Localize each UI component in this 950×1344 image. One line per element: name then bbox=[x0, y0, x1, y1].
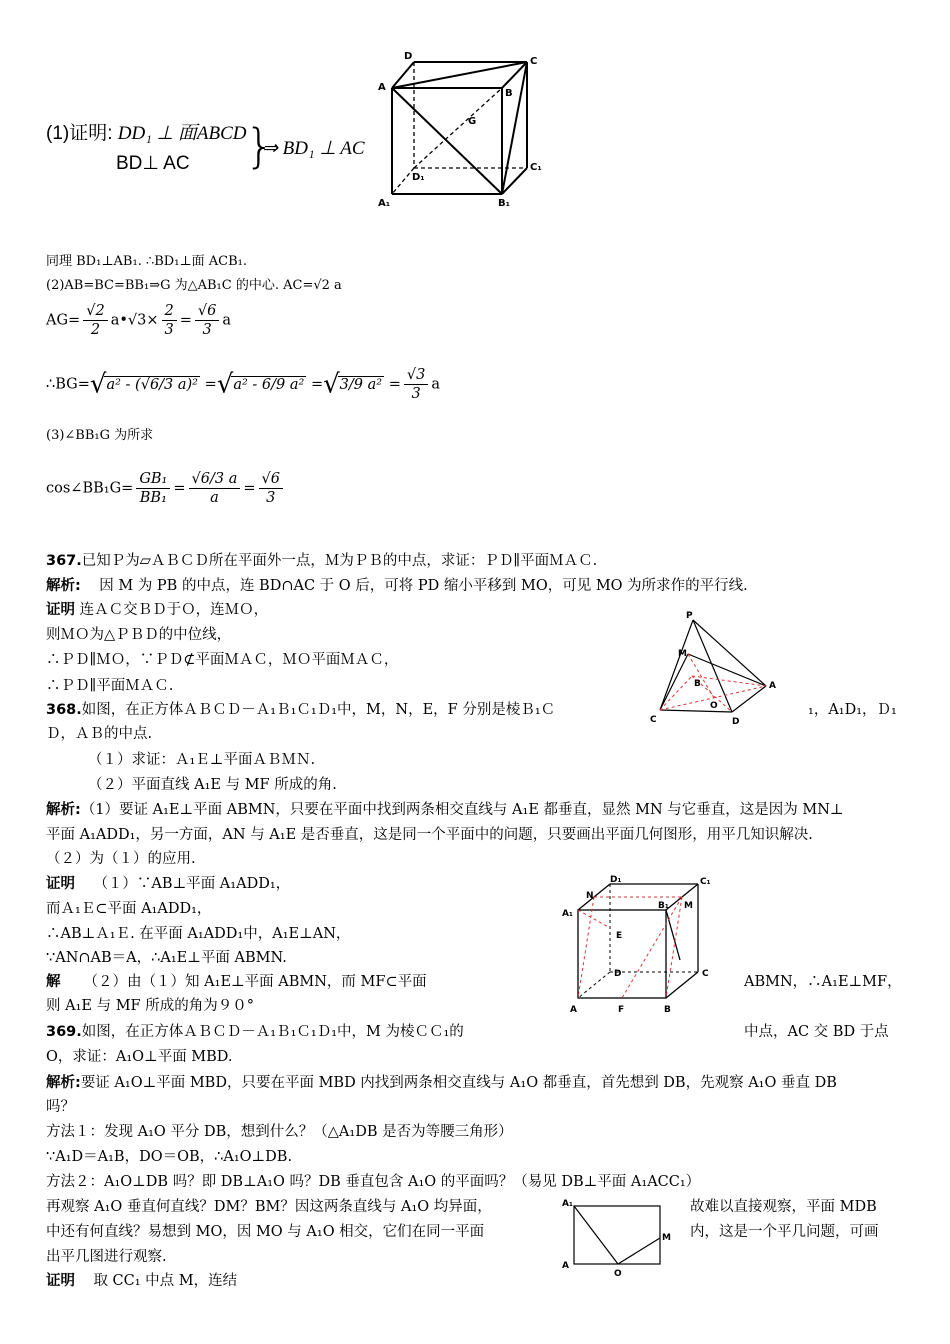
proof-result: ⇒ BD₁ ⊥ AC bbox=[262, 138, 365, 159]
problem-369 bbox=[46, 1022, 464, 1042]
label-C: C bbox=[530, 56, 538, 67]
ag-frac2-den: 3 bbox=[164, 322, 174, 338]
p367-num: 367. bbox=[46, 553, 82, 569]
label-D: D bbox=[404, 51, 413, 62]
ag-frac2-num: 2 bbox=[162, 302, 177, 321]
rect-label-A: A bbox=[562, 1261, 569, 1271]
label-D1: D₁ bbox=[412, 172, 425, 183]
p369-jx1: 要证 A₁O⊥平面 MBD，只要在平面 MBD 内找到两条相交直线与 A₁O 都垂直，首先想到 DB，先观察 A₁O 垂直 DB bbox=[80, 1075, 837, 1091]
bg-label: ∴BG= bbox=[46, 376, 90, 393]
ag-frac3 bbox=[195, 302, 219, 339]
c2-label-B: B bbox=[664, 1005, 671, 1015]
ag-frac1 bbox=[83, 302, 107, 339]
cube-figure-2 bbox=[560, 872, 730, 1022]
p369-text-2: O，求证：A₁O⊥平面 MBD. bbox=[46, 1049, 233, 1065]
ag-a: a bbox=[222, 312, 232, 329]
c2-label-F: F bbox=[618, 1005, 625, 1015]
cos-frac2-den: a bbox=[210, 490, 219, 506]
line-bg: ∴BG=√a² - (√6/3 a)² =√a² - 6/9 a² =√3/9 a² = $\frac{√3}{3}$ a bbox=[46, 367, 440, 402]
bg-rad3: 3/9 a² bbox=[339, 376, 383, 393]
cube-figure-1 bbox=[372, 48, 552, 210]
ag-mid: a•√3× bbox=[110, 312, 159, 329]
p368-zm-label: 证明 bbox=[46, 876, 75, 892]
p368-q2: （２）平面直线 A₁E 与 MF 所成的角. bbox=[88, 777, 337, 793]
bg-a: a bbox=[431, 376, 440, 393]
pyr-label-B: B bbox=[694, 679, 701, 689]
p367-jx-label: 解析: bbox=[46, 578, 81, 594]
p369-jx-label: 解析: bbox=[46, 1075, 81, 1091]
p367-analysis bbox=[46, 576, 748, 596]
p367-proof3: ∴ＰＤ∥ＭＯ，∵ＰＤ⊄平面ＭＡＣ，ＭＯ平面ＭＡＣ， bbox=[46, 652, 399, 668]
proof-line2: BD⊥ AC bbox=[116, 153, 190, 174]
bg-eq2: = bbox=[310, 376, 324, 393]
c2-label-C1: C₁ bbox=[700, 877, 711, 887]
label-B: B bbox=[505, 88, 513, 99]
line-part3: (3)∠BB₁G 为所求 bbox=[46, 428, 154, 443]
bg-eq3: = bbox=[388, 376, 401, 393]
p368-jx1: （1）要证 A₁E⊥平面 ABMN，只要在平面中找到两条相交直线与 A₁E 都垂直，显然 MN 与它垂直，这是因为 MN⊥ bbox=[80, 802, 844, 818]
p368-solution2: 则 A₁E 与 MF 所成的角为９０° bbox=[46, 998, 254, 1014]
proof-part1 bbox=[46, 118, 247, 145]
ag-eq: = bbox=[179, 312, 192, 329]
label-A1: A₁ bbox=[378, 198, 391, 209]
pyr-label-O: O bbox=[710, 701, 718, 711]
cos-eq2: = bbox=[243, 480, 256, 497]
line-part2: (2)AB=BC=BB₁⇒G 为△AB₁C 的中心. AC=√2 a bbox=[46, 278, 342, 293]
p369-method4: 中还有何直线？易想到 MO，因 MO 与 A₁O 相交，它们在同一平面 bbox=[46, 1224, 485, 1240]
c2-label-N: N bbox=[586, 891, 594, 901]
p369-text-right: 中点，AC 交 BD 于点 bbox=[744, 1024, 889, 1040]
cos-frac1-den: BB₁ bbox=[139, 490, 167, 506]
ag-frac1-den: 2 bbox=[90, 322, 101, 338]
p369-method1: 方法１：发现 A₁O 平分 DB，想到什么？（△A₁DB 是否为等腰三角形） bbox=[46, 1124, 513, 1140]
p367-text: 已知Ｐ为▱ＡＢＣＤ所在平面外一点，Ｍ为ＰＢ的中点，求证：ＰＤ∥平面ＭＡＣ. bbox=[81, 553, 598, 569]
label-B1: B₁ bbox=[498, 198, 511, 209]
bg-rad2: a² - 6/9 a² bbox=[233, 376, 305, 393]
c2-label-A1: A₁ bbox=[562, 909, 573, 919]
cos-label: cos∠BB₁G= bbox=[46, 480, 134, 497]
rect-label-O: O bbox=[614, 1269, 622, 1279]
c2-label-D1: D₁ bbox=[610, 875, 622, 885]
p368-solution1 bbox=[46, 972, 427, 992]
pyr-label-D: D bbox=[732, 717, 740, 727]
pyr-label-C: C bbox=[650, 715, 657, 725]
p368-solution1-right: ABMN，∴A₁E⊥MF， bbox=[744, 974, 902, 990]
bg-frac bbox=[404, 366, 428, 403]
ag-frac3-num: √6 bbox=[195, 302, 219, 321]
cos-eq1: = bbox=[173, 480, 186, 497]
p368-text: 如图，在正方体ＡＢＣＤ－Ａ₁Ｂ₁Ｃ₁Ｄ₁中，M，N，E，F 分别是棱Ｂ₁Ｃ bbox=[81, 702, 556, 718]
ag-label: AG= bbox=[46, 312, 81, 329]
p368-jie-label: 解 bbox=[46, 974, 61, 990]
cos-frac1-num: GB₁ bbox=[136, 470, 170, 489]
c2-label-M: M bbox=[684, 901, 693, 911]
p368-text-right: ₁，A₁D₁，Ｄ₁ bbox=[808, 702, 897, 718]
rectangle-figure bbox=[562, 1194, 682, 1280]
problem-368 bbox=[46, 700, 555, 720]
p369-method1b: ∵A₁D＝A₁B，DO＝OB，∴A₁O⊥DB. bbox=[46, 1149, 293, 1165]
p367-proof1 bbox=[46, 600, 268, 620]
p368-proof2: 而Ａ₁Ｅ⊂平面 A₁ADD₁， bbox=[46, 901, 212, 917]
p368-j1: （２）由（１）知 A₁E⊥平面 ABMN，而 MF⊂平面 bbox=[83, 974, 427, 990]
p367-proof4: ∴ＰＤ∥平面ＭＡＣ. bbox=[46, 678, 174, 694]
p369-z: 取 CC₁ 中点 M，连结 bbox=[93, 1273, 238, 1289]
cos-frac2-num: √6/3 a bbox=[189, 470, 241, 489]
pyr-label-A: A bbox=[769, 681, 776, 691]
problem-367 bbox=[46, 551, 597, 571]
pyr-label-P: P bbox=[686, 611, 693, 621]
cos-frac2 bbox=[189, 470, 241, 507]
brace-symbol: } bbox=[245, 119, 275, 173]
line-tongli: 同理 BD₁⊥AB₁. ∴BD₁⊥面 ACB₁. bbox=[46, 254, 248, 269]
p369-num: 369. bbox=[46, 1024, 82, 1040]
p367-z1: 连ＡＣ交ＢＤ于Ｏ，连ＭＯ， bbox=[79, 602, 269, 618]
rect-label-M: M bbox=[662, 1233, 671, 1243]
cos-frac3 bbox=[259, 470, 283, 507]
cos-frac3-den: 3 bbox=[266, 490, 276, 506]
bg-eq1: = bbox=[204, 376, 217, 393]
pyr-label-M: M bbox=[678, 649, 687, 659]
p369-method3-right: 故难以直接观察，平面 MDB bbox=[690, 1199, 877, 1215]
c2-label-B1: B₁ bbox=[658, 901, 669, 911]
line-cos bbox=[46, 470, 286, 507]
p368-proof1 bbox=[46, 874, 290, 894]
c2-label-C: C bbox=[702, 969, 709, 979]
p368-proof3: ∴AB⊥Ａ₁Ｅ. 在平面 A₁ADD₁中，A₁E⊥AN， bbox=[46, 926, 351, 942]
p368-z1: （１）∵AB⊥平面 A₁ADD₁， bbox=[93, 876, 291, 892]
p367-jx-text: 因 M 为 PB 的中点，连 BD∩AC 于 O 后，可将 PD 缩小平移到 MO，可见 MO 为所求作的平行线. bbox=[99, 578, 748, 594]
p368-num: 368. bbox=[46, 702, 82, 718]
p369-analysis1 bbox=[46, 1073, 837, 1093]
label-A: A bbox=[378, 82, 386, 93]
p369-method4-right: 内，这是一个平几问题，可画 bbox=[690, 1224, 879, 1240]
proof-line1: DD₁ ⊥ 面ABCD bbox=[117, 123, 247, 144]
p368-proof4: ∵AN∩AB＝A，∴A₁E⊥平面 ABMN. bbox=[46, 950, 287, 966]
p369-method5: 出平几图进行观察. bbox=[46, 1249, 167, 1265]
p368-analysis1 bbox=[46, 800, 844, 820]
p368-jx-label: 解析: bbox=[46, 802, 81, 818]
p368-text-2: Ｄ，ＡＢ的中点. bbox=[46, 726, 153, 742]
p369-text: 如图，在正方体ＡＢＣＤ－Ａ₁Ｂ₁Ｃ₁Ｄ₁中，M 为棱ＣＣ₁的 bbox=[81, 1024, 464, 1040]
bg-frac-num: √3 bbox=[404, 366, 428, 385]
bg-frac-den: 3 bbox=[411, 386, 421, 402]
pyramid-figure bbox=[648, 606, 788, 730]
p369-zm-label: 证明 bbox=[46, 1273, 75, 1289]
label-C1: C₁ bbox=[530, 162, 542, 173]
cos-frac1 bbox=[136, 470, 170, 507]
rect-label-A1: A₁ bbox=[562, 1199, 573, 1209]
c2-label-A: A bbox=[570, 1005, 577, 1015]
ag-frac2 bbox=[162, 302, 177, 339]
cos-frac3-num: √6 bbox=[259, 470, 283, 489]
ag-frac3-den: 3 bbox=[202, 322, 212, 338]
ag-frac1-num: √2 bbox=[83, 302, 107, 321]
label-G: G bbox=[468, 116, 477, 127]
p367-zm-label: 证明 bbox=[46, 602, 75, 618]
p368-q1: （１）求证：Ａ₁Ｅ⊥平面ＡＢＭＮ. bbox=[88, 752, 316, 768]
p367-proof2: 则ＭＯ为△ＰＢＤ的中位线， bbox=[46, 627, 232, 643]
p368-analysis2: 平面 A₁ADD₁，另一方面，AN 与 A₁E 是否垂直，这是同一个平面中的问题，只要画出平面几何图形，用平几知识解决. bbox=[46, 827, 813, 843]
p369-analysis2: 吗？ bbox=[46, 1099, 75, 1115]
p369-method2: 方法２：A₁O⊥DB 吗？即 DB⊥A₁O 吗？DB 垂直包含 A₁O 的平面吗？（易见 DB⊥平面 A₁ACC₁） bbox=[46, 1174, 701, 1190]
c2-label-E: E bbox=[616, 931, 623, 941]
p368-analysis3: （２）为（１）的应用. bbox=[46, 851, 196, 867]
proof-label: (1)证明: bbox=[46, 123, 113, 144]
line-ag bbox=[46, 302, 231, 339]
p369-proof bbox=[46, 1271, 237, 1291]
p369-method3: 再观察 A₁O 垂直何直线？DM？BM？因这两条直线与 A₁O 均异面， bbox=[46, 1199, 492, 1215]
c2-label-D: D bbox=[614, 969, 622, 979]
bg-rad1: a² - (√6/3 a)² bbox=[106, 376, 198, 393]
